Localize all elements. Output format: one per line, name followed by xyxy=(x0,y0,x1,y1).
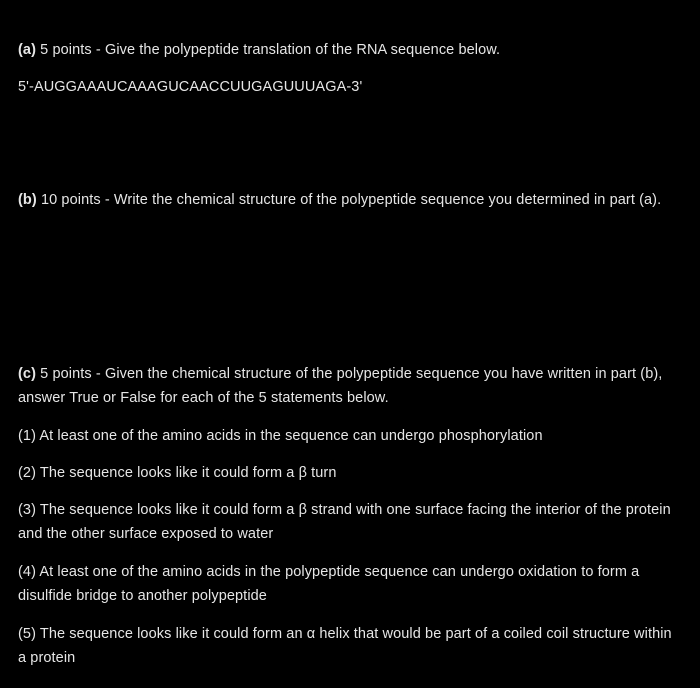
statement-2: (2) The sequence looks like it could form a β turn xyxy=(18,465,337,481)
part-a-label: (a) xyxy=(18,42,37,58)
part-a-text: 5 points - Give the polypeptide translation of the RNA sequence below. xyxy=(40,42,501,58)
part-c-text: 5 points - Given the chemical structure of the polypeptide sequence you have written in part (b), answer True or False for each of the 5 statements below. xyxy=(18,366,663,406)
statement-4: (4) At least one of the amino acids in the polypeptide sequence can undergo oxidation to form a disulfide bridge to another polypeptide xyxy=(18,564,640,604)
statement-3: (3) The sequence looks like it could form a β strand with one surface facing the interior of the protein and the other surface exposed to water xyxy=(18,502,671,542)
part-c-label: (c) xyxy=(18,366,37,382)
rna-sequence: 5'-AUGGAAAUCAAAGUCAACCUUGAGUUUAGA-3' xyxy=(18,79,363,95)
part-b-text: 10 points - Write the chemical structure of the polypeptide sequence you determined in part (a). xyxy=(40,192,662,208)
part-a-prompt xyxy=(18,38,680,62)
part-c-prompt xyxy=(18,362,680,410)
part-b-label: (b) xyxy=(18,192,37,208)
part-b-prompt xyxy=(18,188,680,212)
statement-1: (1) At least one of the amino acids in the sequence can undergo phosphorylation xyxy=(18,428,543,444)
statement-5: (5) The sequence looks like it could form an α helix that would be part of a coiled coil structure within a protein xyxy=(18,626,672,666)
